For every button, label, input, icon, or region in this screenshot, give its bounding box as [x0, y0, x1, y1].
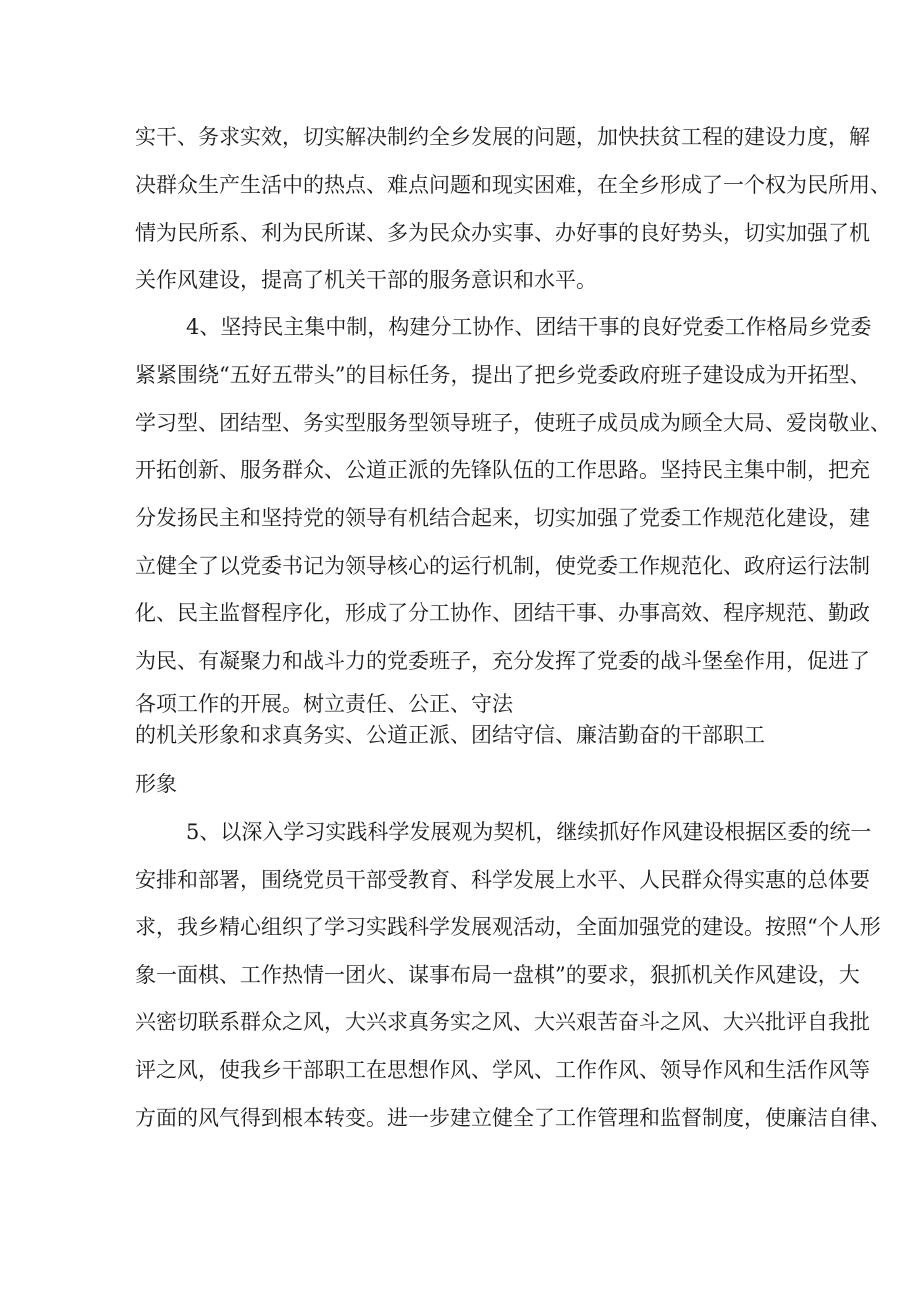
text-line: 评之风，使我乡干部职工在思想作风、学风、工作作风、领导作风和生活作风等 [135, 1058, 870, 1082]
text-line: 安排和部署，围绕党员干部受教育、科学发展上水平、人民群众得实惠的总体要 [135, 868, 870, 892]
text-line: 立健全了以党委书记为领导核心的运行机制，使党委工作规范化、政府运行法制 [135, 554, 870, 578]
text-line: 为民、有凝聚力和战斗力的党委班子，充分发挥了党委的战斗堡垒作用，促进了 [135, 649, 870, 673]
text-line: 学习型、团结型、务实型服务型领导班子，使班子成员成为顾全大局、爱岗敬业、 [135, 411, 891, 435]
text-line: 紧紧围绕“五好五带头”的目标任务，提出了把乡党委政府班子建设成为开拓型、 [135, 363, 871, 387]
text-line: 求，我乡精心组织了学习实践科学发展观活动，全面加强党的建设。按照“个人形 [135, 915, 881, 939]
text-line: 决群众生产生活中的热点、难点问题和现实困难，在全乡形成了一个权为民所用、 [135, 173, 891, 197]
text-line: 的机关形象和求真务实、公道正派、团结守信、廉洁勤奋的干部职工 [135, 723, 765, 747]
text-line: 象一面棋、工作热情一团火、谋事布局一盘棋”的要求，狠抓机关作风建设，大 [135, 963, 860, 987]
text-line: 形象 [135, 772, 177, 796]
text-line: 情为民所系、利为民所谋、多为民众办实事、办好事的良好势头，切实加强了机 [135, 221, 870, 245]
paragraph-5-first-line: 5、以深入学习实践科学发展观为契机，继续抓好作风建设根据区委的统一 [186, 820, 872, 844]
text-line: 分发扬民主和坚持党的领导有机结合起来，切实加强了党委工作规范化建设，建 [135, 506, 870, 530]
text-line: 关作风建设，提高了机关干部的服务意识和水平。 [135, 268, 597, 292]
text-line: 化、民主监督程序化，形成了分工协作、团结干事、办事高效、程序规范、勤政 [135, 601, 870, 625]
text-line: 各项工作的开展。树立责任、公正、守法 [135, 692, 513, 716]
text-line: 方面的风气得到根本转变。进一步建立健全了工作管理和监督制度，使廉洁自律、 [135, 1106, 891, 1130]
paragraph-4-first-line: 4、坚持民主集中制，构建分工协作、团结干事的良好党委工作格局乡党委 [186, 315, 872, 339]
text-line: 开拓创新、服务群众、公道正派的先锋队伍的工作思路。坚持民主集中制，把充 [135, 458, 870, 482]
text-line: 实干、务求实效，切实解决制约全乡发展的问题，加快扶贫工程的建设力度，解 [135, 125, 870, 149]
text-line: 兴密切联系群众之风，大兴求真务实之风、大兴艰苦奋斗之风、大兴批评自我批 [135, 1010, 870, 1034]
